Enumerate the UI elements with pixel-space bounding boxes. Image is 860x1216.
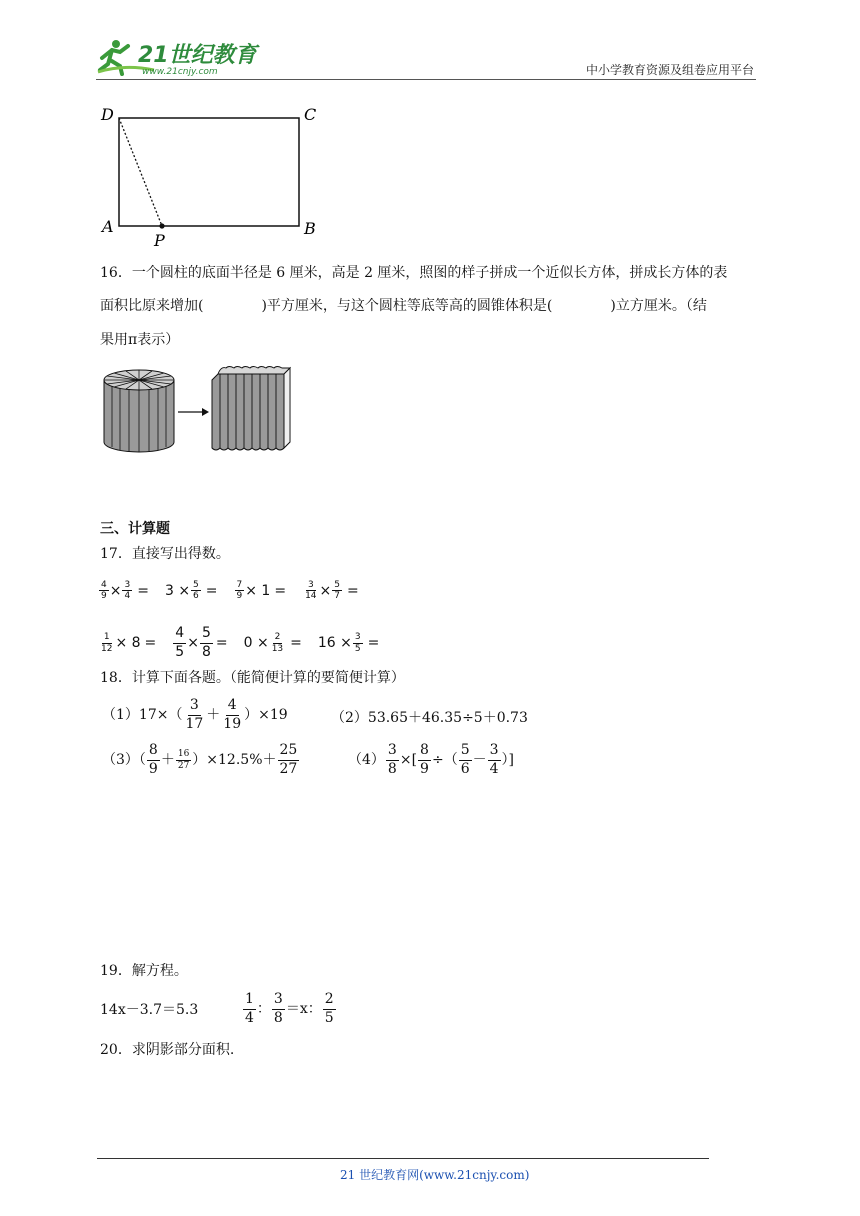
q17-item-2: 3 × $\frac{5}{6}$ = xyxy=(164,580,218,602)
q19-equation-2: $\frac{1}{4}$ ： $\frac{3}{8}$ ＝x： $\frac{2}{5}$ xyxy=(245,991,334,1026)
rectangle-figure xyxy=(98,100,328,252)
q18-problem-1: （1）17×（ $\frac{3}{17}$ ＋ $\frac{4}{19}$ ）×19 xyxy=(102,697,288,732)
logo-icon xyxy=(94,36,264,78)
cylinder-to-cuboid-figure xyxy=(98,362,308,460)
q17-item-6: $\frac{4}{5}$ × $\frac{5}{8}$ = xyxy=(175,625,228,660)
footer-link[interactable]: 21 世纪教育网(www.21cnjy.com) xyxy=(340,1168,530,1182)
q16-line3: 果用π表示） xyxy=(100,332,180,348)
q18-problem-2: （2）53.65＋46.35÷5＋0.73 xyxy=(331,710,528,726)
label-b: B xyxy=(304,219,316,238)
q18-problem-3: （3）（ $\frac{8}{9}$ ＋ $\frac{16}{27}$ ）×12.5%＋ $\frac{25}{27}$ xyxy=(102,742,298,777)
q19-equation-1: 14x－3.7＝5.3 xyxy=(100,1002,199,1018)
label-d: D xyxy=(101,105,114,124)
q17-item-5: $\frac{1}{12}$ × 8 = xyxy=(101,632,157,654)
header-divider xyxy=(96,79,756,80)
q17-item-1: $\frac{4}{9}$ × $\frac{3}{4}$ = xyxy=(101,580,149,602)
header-platform-text: 中小学教育资源及组卷应用平台 xyxy=(585,63,754,77)
q19-title: 19．解方程。 xyxy=(100,963,188,979)
label-a: A xyxy=(102,217,114,236)
header-logo xyxy=(94,36,264,78)
q17-row1 xyxy=(98,580,359,602)
footer-divider xyxy=(97,1158,709,1159)
q18-problem-4: （4） $\frac{3}{8}$ ×[ $\frac{8}{9}$ ÷（ $\frac{5}{6}$ － $\frac{3}{4}$ ）] xyxy=(348,742,515,777)
q18-title: 18．计算下面各题。（能简便计算的要简便计算） xyxy=(100,670,405,686)
point-p xyxy=(159,223,164,228)
arrow-right-icon xyxy=(178,408,209,416)
svg-text:21世纪教育: 21世纪教育 xyxy=(138,43,257,68)
q16-line1: 16．一个圆柱的底面半径是 6 厘米，高是 2 厘米，照图的样子拼成一个近似长方体，拼成长方体的表 xyxy=(100,265,728,281)
cylinder-icon xyxy=(104,370,174,452)
q17-title: 17．直接写出得数。 xyxy=(100,546,230,562)
rectangle-abcd xyxy=(119,118,299,226)
cuboid-icon xyxy=(212,367,290,451)
q17-item-4: $\frac{3}{14}$ × $\frac{5}{7}$ = xyxy=(305,580,359,602)
q20-title: 20．求阴影部分面积. xyxy=(100,1042,235,1058)
section-title-calculation: 三、计算题 xyxy=(100,521,170,537)
q17-row2 xyxy=(98,625,379,661)
label-p: P xyxy=(154,231,165,250)
q17-item-7: 0 × $\frac{2}{13}$ = xyxy=(243,632,302,654)
svg-text:www.21cnjy.com: www.21cnjy.com xyxy=(142,67,218,77)
q17-item-3: $\frac{7}{9}$ × 1 = xyxy=(236,580,287,602)
dashed-segment-dp xyxy=(119,118,162,226)
label-c: C xyxy=(304,105,317,124)
q16-line2: 面积比原来增加( )平方厘米，与这个圆柱等底等高的圆锥体积是( )立方厘米。（结 xyxy=(100,298,707,314)
q17-item-8: 16 × $\frac{3}{5}$ = xyxy=(317,632,380,654)
